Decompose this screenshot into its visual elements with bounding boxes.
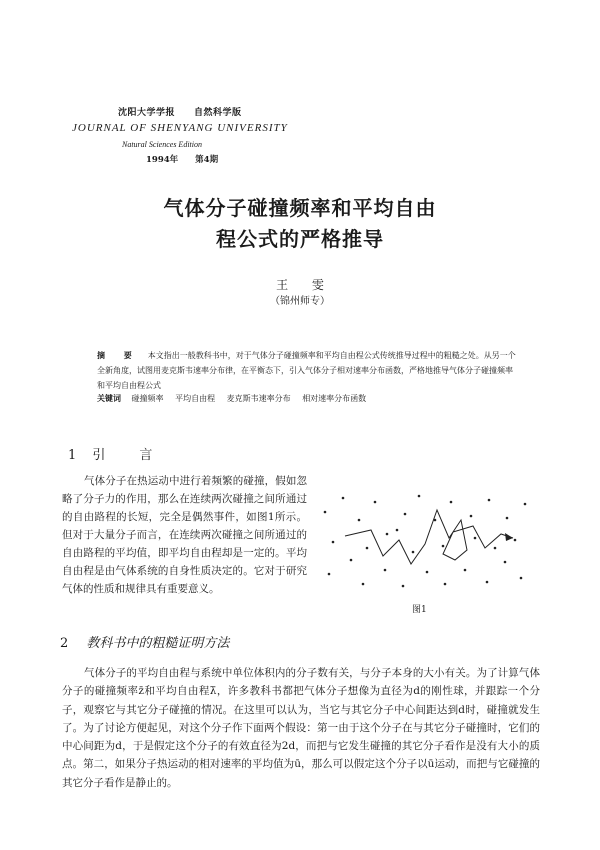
- figure1-molecule-path: [315, 490, 535, 590]
- keyword-item: 麦克斯韦速率分布: [226, 394, 291, 403]
- author-name: 王 雯: [276, 278, 334, 292]
- section1-body: 气体分子在热运动中进行着频繁的碰撞，假如忽略了分子力的作用，那么在连续两次碰撞之间所通过的自由路程的长短，完全是偶然事件，如图1所示。但对于大量分子而言，在连续两次碰撞之间所通过的自由路程的平均值，即平均自由程却是一定的。平均自由程是由气体系统的自身性质决定的。它对于研究气体的性质和规律具有重要意义。: [62, 475, 307, 595]
- abstract-text: 本文指出一般教科书中，对于气体分子碰撞频率和平均自由程公式传统推导过程中的粗糙之处。从另一个全新角度，试图用麦克斯韦速率分布律，在平衡态下，引入气体分子相对速率分布函数，严格地推导气体分子碰撞频率和平均自由程公式: [97, 351, 516, 390]
- journal-edition: Natural Sciences Edition: [122, 140, 202, 149]
- section1-number: 1: [68, 448, 77, 463]
- keywords: [97, 393, 517, 404]
- section2-body: 气体分子的平均自由程与系统中单位体积内的分子数有关，与分子本身的大小有关。为了计算气体分子的碰撞频率z̄和平均自由程λ̄，许多教科书都把气体分子想像为直径为d的刚性球，并跟踪一个分子，观察它与其它分子碰撞的情况。在这里可以认为，当它与其它分子中心间距达到d时，碰撞就发生了。为了讨论方便起见，对这个分子作下面两个假设：第一由于这个分子在与其它分子碰撞时，它们的中心间距为d，于是假定这个分子的有效直径为2d，而把与它发生碰撞的其它分子看作是没有大小的质点。第二，如果分子热运动的相对速率的平均值为ū，那么可以假定这个分子以ū运动，而把与它碰撞的其它分子看作是静止的。: [62, 667, 540, 789]
- keywords-label: 关键词: [97, 393, 121, 403]
- author-affiliation: （锦州师专）: [270, 296, 330, 307]
- keyword-item: 相对速率分布函数: [302, 394, 367, 403]
- section2-number: 2: [60, 636, 69, 651]
- paper-title-line1: 气体分子碰撞频率和平均自由: [163, 196, 437, 220]
- journal-name-en: JOURNAL OF SHENYANG UNIVERSITY: [72, 122, 288, 134]
- keyword-item: 平均自由程: [175, 394, 216, 403]
- journal-name-cn: 沈阳大学学报 自然科学版: [118, 108, 242, 118]
- section2-heading: [60, 632, 229, 651]
- paper-title-line2: 程公式的严格推导: [216, 227, 384, 251]
- section1-title: 引言: [92, 448, 187, 463]
- keyword-item: 碰撞频率: [131, 394, 164, 403]
- abstract-label: 摘 要: [97, 350, 140, 360]
- section2-title: 教科书中的粗糙证明方法: [86, 636, 230, 651]
- abstract: [97, 348, 517, 393]
- journal-year-issue: 1994年 第4期: [146, 155, 219, 165]
- figure1-caption: 图1: [412, 605, 427, 615]
- section1-heading: [68, 444, 186, 463]
